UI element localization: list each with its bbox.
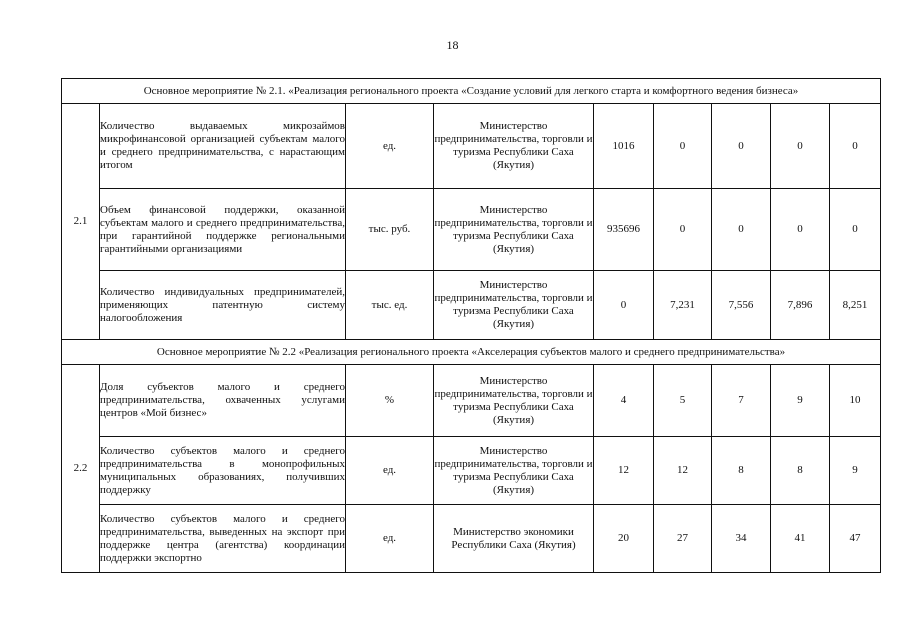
table-row <box>62 505 881 573</box>
value-cell: 4 <box>594 365 654 437</box>
section-heading-row <box>62 340 881 365</box>
value-cell: 0 <box>771 189 830 271</box>
value-cell: 7,231 <box>654 271 712 340</box>
indicator-name: Количество субъектов малого и среднего предпринимательства в монопрофильных муниципальных образованиях, получивших поддержку <box>100 437 346 505</box>
value-cell: 5 <box>654 365 712 437</box>
value-cell: 0 <box>712 104 771 189</box>
section-number: 2.1 <box>62 104 100 340</box>
section-heading-row <box>62 79 881 104</box>
page-number: 18 <box>446 38 459 52</box>
value-cell: 0 <box>654 104 712 189</box>
section-title: Основное мероприятие № 2.2 «Реализация регионального проекта «Акселерация субъектов малого и среднего предпринимательства» <box>62 340 881 365</box>
value-cell: 0 <box>830 189 881 271</box>
value-cell: 7 <box>712 365 771 437</box>
value-cell: 41 <box>771 505 830 573</box>
value-cell: 10 <box>830 365 881 437</box>
value-cell: 7,896 <box>771 271 830 340</box>
table-row <box>62 104 881 189</box>
value-cell: 0 <box>712 189 771 271</box>
value-cell: 1016 <box>594 104 654 189</box>
value-cell: 12 <box>654 437 712 505</box>
value-cell: 27 <box>654 505 712 573</box>
responsible-executor: Министерство предпринимательства, торговли и туризма Республики Саха (Якутия) <box>434 365 594 437</box>
indicator-name: Количество субъектов малого и среднего предпринимательства, выведенных на экспорт при поддержке центра (агентства) координации поддержки экспортно <box>100 505 346 573</box>
indicators-table <box>61 78 881 573</box>
responsible-executor: Министерство предпринимательства, торговли и туризма Республики Саха (Якутия) <box>434 271 594 340</box>
indicator-name: Количество выдаваемых микрозаймов микрофинансовой организацией субъектам малого и среднего предпринимательства, с нарастающим итогом <box>100 104 346 189</box>
value-cell: 935696 <box>594 189 654 271</box>
value-cell: 7,556 <box>712 271 771 340</box>
indicator-unit: ед. <box>346 505 434 573</box>
value-cell: 9 <box>771 365 830 437</box>
indicator-unit: ед. <box>346 437 434 505</box>
value-cell: 0 <box>830 104 881 189</box>
responsible-executor: Министерство предпринимательства, торговли и туризма Республики Саха (Якутия) <box>434 189 594 271</box>
section-number: 2.2 <box>62 365 100 573</box>
value-cell: 20 <box>594 505 654 573</box>
value-cell: 8,251 <box>830 271 881 340</box>
indicator-unit: тыс. ед. <box>346 271 434 340</box>
indicator-unit: % <box>346 365 434 437</box>
value-cell: 8 <box>712 437 771 505</box>
value-cell: 0 <box>654 189 712 271</box>
indicator-name: Доля субъектов малого и среднего предпринимательства, охваченных услугами центров «Мой бизнес» <box>100 365 346 437</box>
table-row <box>62 189 881 271</box>
value-cell: 8 <box>771 437 830 505</box>
indicator-name: Количество индивидуальных предпринимателей, применяющих патентную систему налогообложения <box>100 271 346 340</box>
responsible-executor: Министерство предпринимательства, торговли и туризма Республики Саха (Якутия) <box>434 437 594 505</box>
table-row <box>62 365 881 437</box>
value-cell: 47 <box>830 505 881 573</box>
table-row <box>62 271 881 340</box>
value-cell: 0 <box>594 271 654 340</box>
value-cell: 9 <box>830 437 881 505</box>
value-cell: 0 <box>771 104 830 189</box>
responsible-executor: Министерство предпринимательства, торговли и туризма Республики Саха (Якутия) <box>434 104 594 189</box>
indicator-name: Объем финансовой поддержки, оказанной субъектам малого и среднего предпринимательства, при гарантийной поддержке региональными гарантийными организациями <box>100 189 346 271</box>
value-cell: 12 <box>594 437 654 505</box>
indicator-unit: ед. <box>346 104 434 189</box>
value-cell: 34 <box>712 505 771 573</box>
table-row <box>62 437 881 505</box>
responsible-executor: Министерство экономики Республики Саха (Якутия) <box>434 505 594 573</box>
section-title: Основное мероприятие № 2.1. «Реализация регионального проекта «Создание условий для легкого старта и комфортного ведения бизнеса» <box>62 79 881 104</box>
indicator-unit: тыс. руб. <box>346 189 434 271</box>
